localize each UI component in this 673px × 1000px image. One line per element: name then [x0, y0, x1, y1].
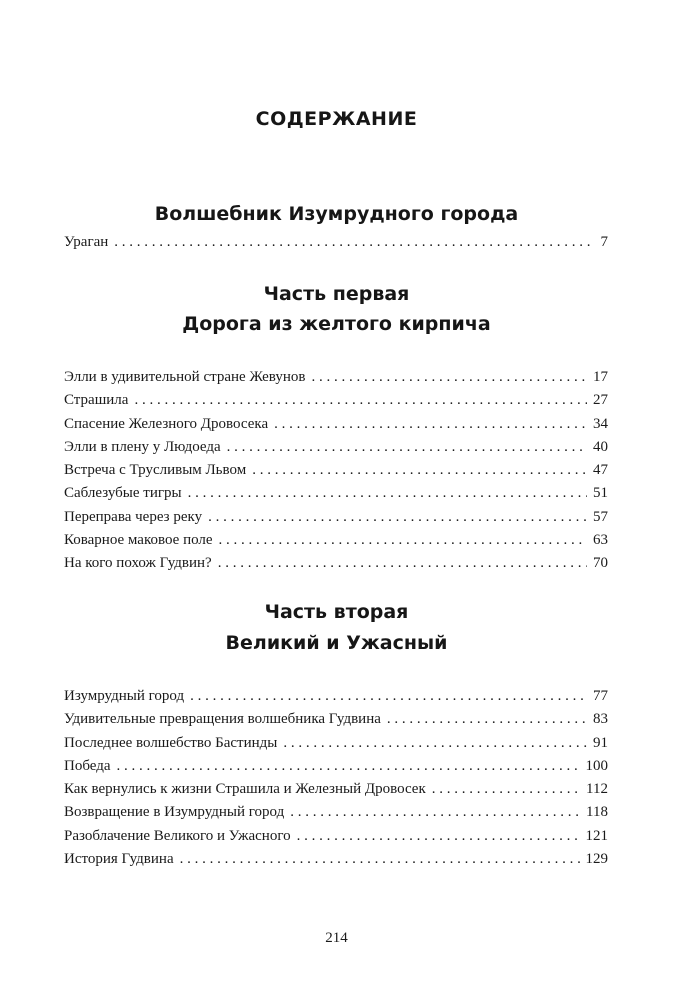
toc-entry[interactable] — [64, 482, 608, 505]
toc-entry-title: Встреча с Трусливым Львом — [64, 462, 247, 479]
toc-entry-page: 112 — [586, 781, 608, 798]
toc-entry-page: 63 — [593, 532, 608, 549]
dot-leader — [274, 413, 587, 436]
dot-leader — [297, 825, 580, 848]
toc-entry-page: 40 — [593, 438, 608, 455]
dot-leader — [218, 552, 587, 575]
toc-entry[interactable] — [64, 231, 608, 254]
page-title: СОДЕРЖАНИЕ — [255, 108, 418, 130]
toc-entry[interactable] — [64, 778, 608, 801]
dot-leader — [227, 436, 587, 459]
toc-entry[interactable] — [64, 366, 608, 389]
toc-entry-title: История Гудвина — [64, 851, 174, 868]
part-two-entries — [64, 685, 608, 871]
part-two-subtitle: Великий и Ужасный — [225, 632, 448, 654]
toc-entry-page: 83 — [593, 711, 608, 728]
toc-entry-page: 57 — [593, 508, 608, 525]
toc-entry-title: Элли в плену у Людоеда — [64, 438, 221, 455]
dot-leader — [180, 848, 580, 871]
toc-entry[interactable] — [64, 685, 608, 708]
part-two-label: Часть вторая — [264, 601, 409, 623]
toc-entry-title: Как вернулись к жизни Страшила и Железный Дровосек — [64, 781, 426, 798]
toc-entry-title: Коварное маковое поле — [64, 532, 213, 549]
toc-entry-title: Победа — [64, 757, 111, 774]
book-title: Волшебник Изумрудного города — [154, 203, 519, 225]
toc-entry-title: Ураган — [64, 234, 109, 250]
toc-entry[interactable] — [64, 506, 608, 529]
intro-entries — [64, 231, 608, 254]
dot-leader — [290, 801, 580, 824]
dot-leader — [219, 529, 587, 552]
dot-leader — [208, 506, 587, 529]
toc-entry-page: 118 — [586, 804, 608, 821]
toc-entry-page: 121 — [585, 827, 608, 844]
toc-entry-page: 27 — [593, 392, 608, 409]
toc-entry-title: На кого похож Гудвин? — [64, 555, 212, 572]
dot-leader — [117, 755, 580, 778]
part-one-entries — [64, 366, 608, 576]
toc-entry-page: 70 — [593, 555, 608, 572]
toc-entry[interactable] — [64, 708, 608, 731]
dot-leader — [283, 732, 587, 755]
dot-leader — [387, 708, 587, 731]
toc-entry[interactable] — [64, 552, 608, 575]
toc-entry-title: Элли в удивительной стране Жевунов — [64, 369, 306, 385]
toc-entry-page: 129 — [585, 851, 608, 868]
toc-entry-title: Последнее волшебство Бастинды — [64, 734, 278, 751]
toc-entry-page: 91 — [593, 734, 608, 751]
toc-entry-page: 34 — [593, 415, 608, 432]
dot-leader — [311, 366, 587, 389]
toc-entry[interactable] — [64, 413, 608, 436]
dot-leader — [134, 389, 587, 412]
dot-leader — [188, 482, 587, 505]
toc-entry-title: Изумрудный город — [64, 688, 185, 704]
dot-leader — [252, 459, 587, 482]
toc-entry[interactable] — [64, 459, 608, 482]
toc-entry[interactable] — [64, 755, 608, 778]
toc-entry-page: 17 — [593, 369, 608, 385]
toc-entry[interactable] — [64, 848, 608, 871]
toc-entry-title: Удивительные превращения волшебника Гудвина — [64, 711, 381, 728]
toc-entry-title: Страшила — [64, 392, 129, 409]
toc-entry-page: 77 — [593, 688, 608, 704]
toc-entry-page: 51 — [593, 485, 608, 502]
toc-entry-title: Саблезубые тигры — [64, 485, 182, 502]
dot-leader — [190, 685, 587, 708]
part-one-label: Часть первая — [263, 283, 410, 305]
dot-leader — [432, 778, 580, 801]
toc-entry[interactable] — [64, 436, 608, 459]
page-number: 214 — [325, 930, 348, 946]
toc-entry-page: 7 — [600, 234, 608, 250]
toc-entry-title: Спасение Железного Дровосека — [64, 415, 269, 432]
toc-entry[interactable] — [64, 825, 608, 848]
dot-leader — [114, 231, 594, 254]
toc-entry[interactable] — [64, 389, 608, 412]
toc-entry-page: 47 — [593, 462, 608, 479]
toc-entry-title: Переправа через реку — [64, 508, 203, 525]
toc-entry[interactable] — [64, 801, 608, 824]
toc-entry[interactable] — [64, 529, 608, 552]
part-one-subtitle: Дорога из желтого кирпича — [182, 313, 491, 335]
toc-entry-title: Разоблачение Великого и Ужасного — [64, 827, 291, 844]
toc-entry-title: Возвращение в Изумрудный город — [64, 804, 285, 821]
toc-entry-page: 100 — [585, 757, 608, 774]
toc-entry[interactable] — [64, 732, 608, 755]
